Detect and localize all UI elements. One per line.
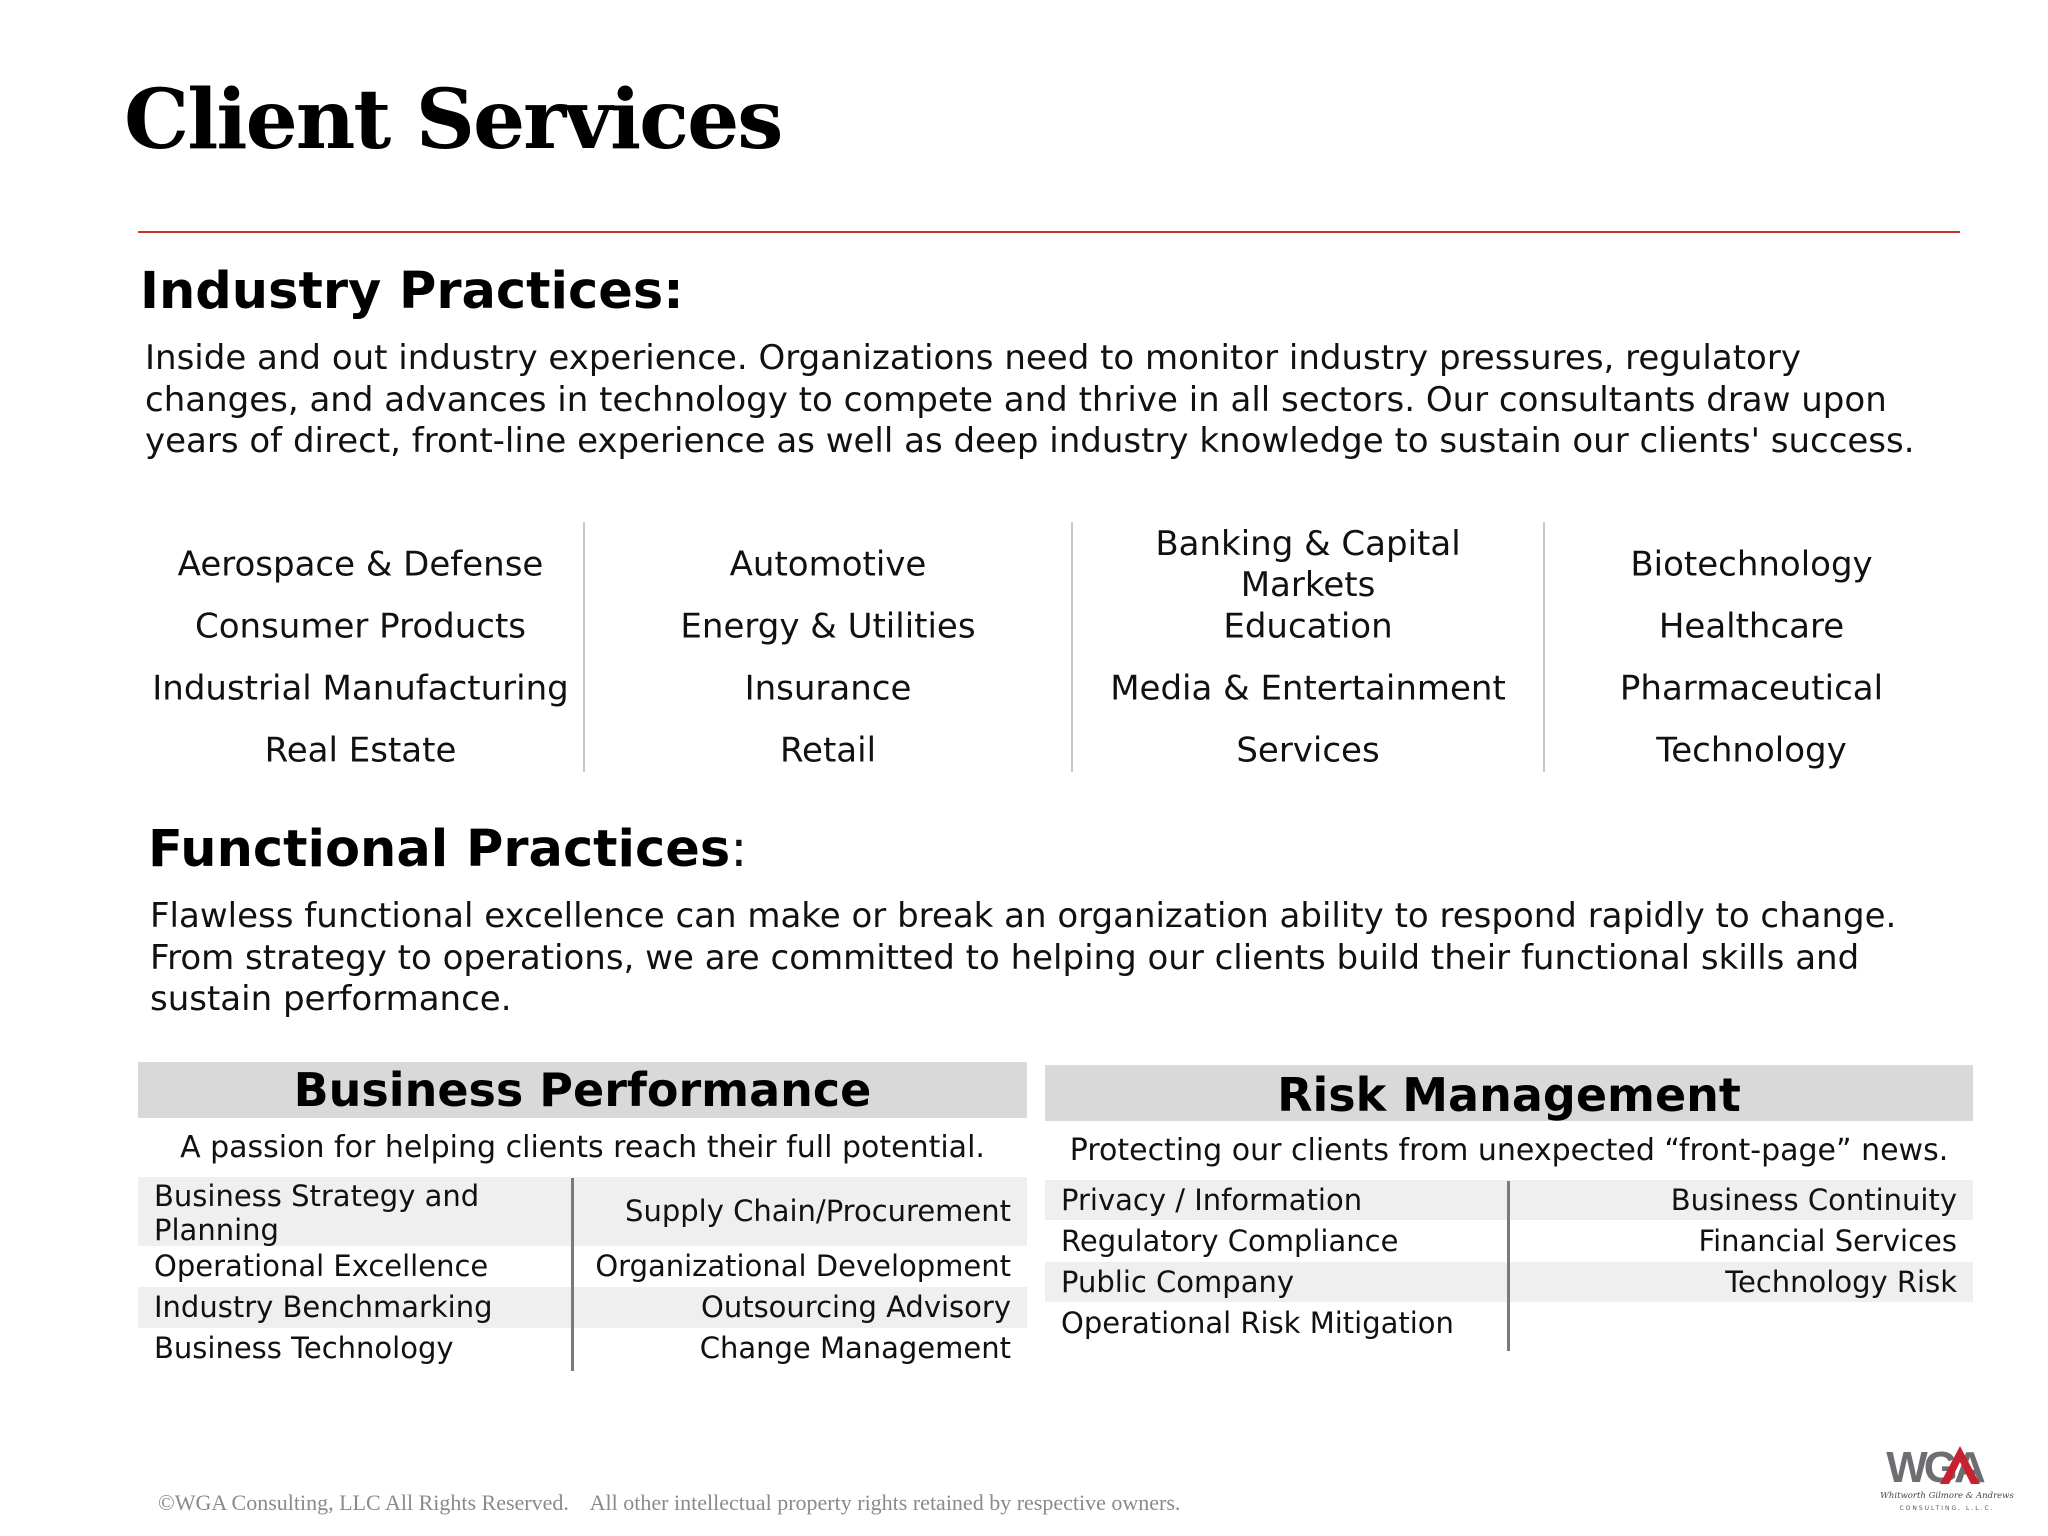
table-row xyxy=(138,1328,1027,1369)
column-divider xyxy=(571,1178,574,1371)
risk-management-title: Risk Management xyxy=(1045,1065,1973,1121)
functional-heading-colon: : xyxy=(730,820,748,879)
wga-logo xyxy=(1872,1440,2022,1518)
industry-column xyxy=(1071,522,1543,772)
bp-right-item: Change Management xyxy=(699,1331,1011,1365)
industry-item: Healthcare xyxy=(1658,606,1845,647)
industry-item: Aerospace & Defense xyxy=(177,544,544,585)
risk-management-tagline: Protecting our clients from unexpected “front-page” news. xyxy=(1069,1133,1949,1168)
logo-name: Whitworth Gilmore & Andrews xyxy=(1880,1491,2014,1501)
copyright-footer: ©WGA Consulting, LLC All Rights Reserved. All other intellectual property rights retained by respective owners. xyxy=(158,1490,1181,1515)
table-row xyxy=(138,1177,1027,1246)
industry-item: Insurance xyxy=(744,668,912,709)
industry-item: Pharmaceutical xyxy=(1619,668,1884,709)
business-performance-panel xyxy=(138,1062,1027,1382)
industry-item: Real Estate xyxy=(264,730,457,771)
title-divider xyxy=(138,231,1960,233)
bp-left-item: Industry Benchmarking xyxy=(154,1290,493,1324)
table-row xyxy=(138,1246,1027,1287)
industry-grid xyxy=(138,522,1958,772)
industry-item: Automotive xyxy=(729,544,927,585)
industry-item: Consumer Products xyxy=(195,606,526,647)
industry-item: Energy & Utilities xyxy=(680,606,976,647)
rm-right-item: Financial Services xyxy=(1698,1224,1957,1258)
industry-item: Industrial Manufacturing xyxy=(152,668,569,709)
bp-right-item: Outsourcing Advisory xyxy=(701,1290,1011,1324)
business-performance-tagline: A passion for helping clients reach their full potential. xyxy=(180,1130,985,1165)
rm-left-item: Operational Risk Mitigation xyxy=(1061,1306,1454,1340)
industry-item: Media & Entertainment xyxy=(1110,668,1506,709)
wga-logo-mark xyxy=(1872,1440,2022,1518)
risk-management-panel xyxy=(1045,1065,1973,1365)
rm-left-item: Public Company xyxy=(1061,1265,1295,1299)
bp-left-item: Operational Excellence xyxy=(154,1249,489,1283)
rm-right-item: Technology Risk xyxy=(1725,1265,1957,1299)
functional-intro: Flawless functional excellence can make or break an organization ability to respond rapidly to change. From strategy to operations, we are committed to helping our clients build their functional skills and sustain performance. xyxy=(150,896,1897,1019)
rm-left-item: Regulatory Compliance xyxy=(1061,1224,1399,1258)
functional-heading: Functional Practices xyxy=(148,820,731,879)
industry-column xyxy=(1543,522,1958,772)
industry-item: Biotechnology xyxy=(1630,544,1873,585)
bp-left-item: Business Technology xyxy=(154,1331,454,1365)
industry-item: Banking & Capital Markets xyxy=(1155,524,1461,605)
bp-left-item: Business Strategy and Planning xyxy=(154,1179,480,1247)
industry-item: Retail xyxy=(779,730,877,771)
industry-item: Services xyxy=(1236,730,1380,771)
industry-intro: Inside and out industry experience. Organizations need to monitor industry pressures, regulatory changes, and advances in technology to compete and thrive in all sectors. Our consultants draw upon years of direct, front-line experience as well as deep industry knowledge to sustain our clients' success. xyxy=(145,338,1915,461)
business-performance-title: Business Performance xyxy=(138,1062,1027,1118)
industry-column xyxy=(138,522,583,772)
table-row xyxy=(138,1287,1027,1328)
rm-right-item: Business Continuity xyxy=(1670,1183,1957,1217)
logo-letters: WGA xyxy=(1886,1443,1982,1492)
bp-right-item: Supply Chain/Procurement xyxy=(625,1194,1011,1228)
page-title: Client Services xyxy=(124,72,782,168)
industry-heading: Industry Practices: xyxy=(140,262,684,321)
functional-heading-wrap xyxy=(148,820,747,879)
logo-subtitle: CONSULTING, L.L.C. xyxy=(1899,1505,1995,1512)
bp-right-item: Organizational Development xyxy=(595,1249,1011,1283)
column-divider xyxy=(1507,1181,1510,1351)
industry-column xyxy=(583,522,1071,772)
rm-left-item: Privacy / Information xyxy=(1061,1183,1363,1217)
industry-item: Education xyxy=(1223,606,1393,647)
industry-item: Technology xyxy=(1656,730,1847,771)
